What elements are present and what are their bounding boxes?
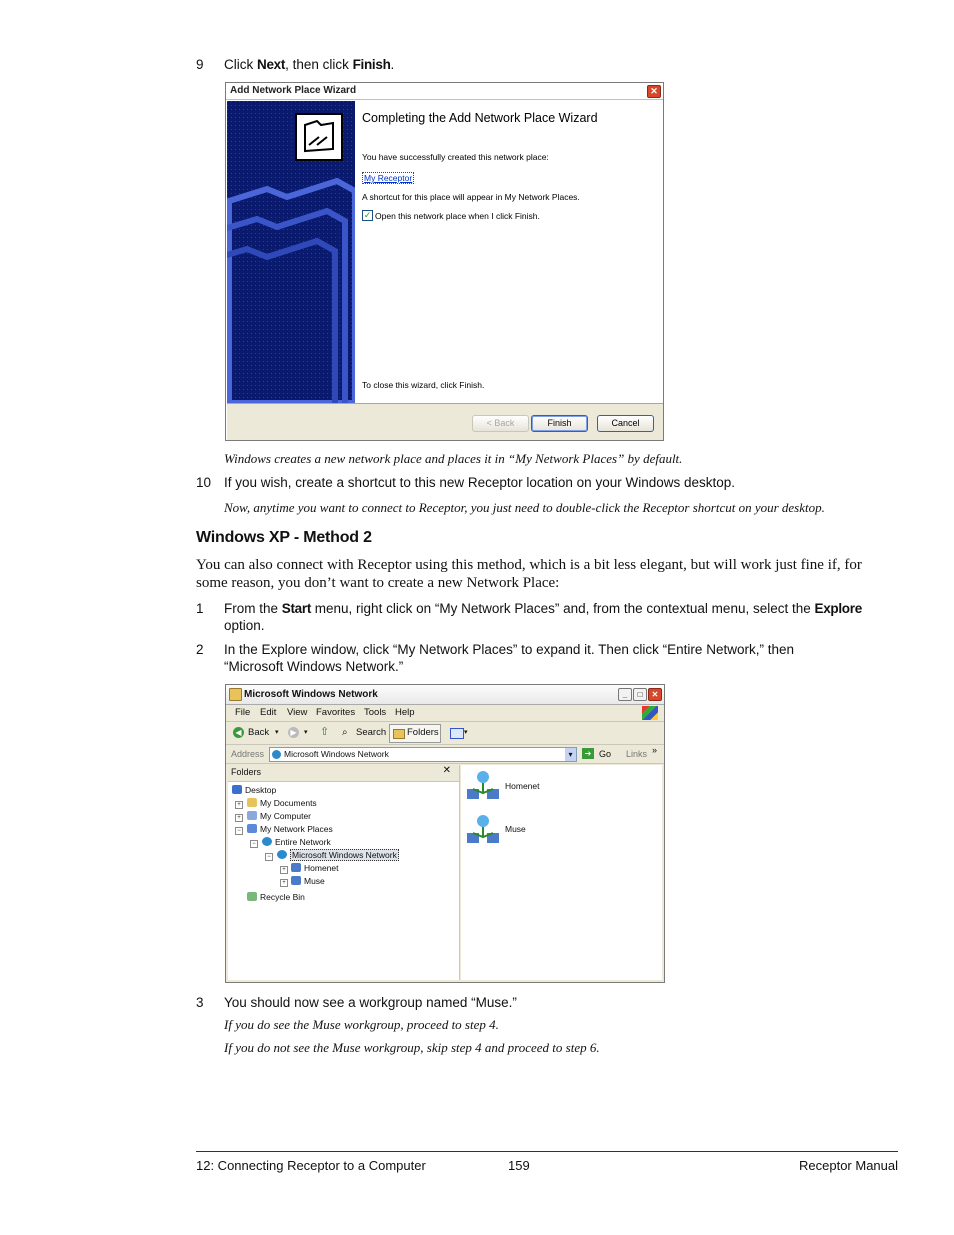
network-folder-icon <box>295 113 343 161</box>
tree-item-microsoft-windows-network[interactable]: Microsoft Windows Network <box>277 850 399 861</box>
tree-item-my-computer[interactable]: My Computer <box>247 811 311 822</box>
explorer-titlebar <box>226 685 664 705</box>
wizard-shortcut-text: A shortcut for this place will appear in My Network Places. <box>362 192 580 202</box>
step-10-note: Now, anytime you want to connect to Receptor, you just need to double-click the Receptor shortcut on your desktop. <box>224 500 825 515</box>
tree-item-homenet[interactable]: Homenet <box>291 863 339 874</box>
footer-page-number: 159 <box>508 1158 530 1173</box>
close-icon[interactable]: ✕ <box>648 688 662 701</box>
wizard-content <box>356 101 663 403</box>
wizard-close-text: To close this wizard, click Finish. <box>362 380 485 390</box>
finish-button[interactable]: Finish <box>531 415 588 432</box>
menu-tools[interactable]: Tools <box>364 707 387 718</box>
maximize-icon[interactable]: □ <box>633 688 647 701</box>
computer-icon <box>247 811 257 820</box>
workgroup-icon <box>465 813 501 849</box>
close-icon[interactable]: ✕ <box>442 765 451 776</box>
up-folder-icon[interactable]: ⇧ <box>320 726 330 738</box>
desktop-icon <box>232 785 242 794</box>
wizard-window <box>225 82 664 441</box>
step-number: 1 <box>196 601 204 616</box>
back-button[interactable]: < Back <box>472 415 529 432</box>
collapse-icon[interactable]: − <box>235 827 243 835</box>
address-label: Address <box>231 749 265 759</box>
step-1 <box>196 600 896 636</box>
tree-item-recycle-bin[interactable]: Recycle Bin <box>247 892 305 903</box>
minimize-icon[interactable]: _ <box>618 688 632 701</box>
chevron-down-icon[interactable]: ▾ <box>275 729 279 736</box>
tree-item-my-network-places[interactable]: My Network Places <box>247 824 333 835</box>
step-3 <box>196 994 896 1012</box>
recycle-bin-icon <box>247 892 257 901</box>
footer-manual-title: Receptor Manual <box>799 1158 898 1173</box>
folder-icon <box>247 798 257 807</box>
workgroup-icon <box>291 876 301 885</box>
tree-item-entire-network[interactable]: Entire Network <box>262 837 331 848</box>
globe-icon <box>262 837 272 846</box>
step-text: , then click <box>285 57 353 72</box>
forward-arrow-icon[interactable]: ▶ <box>288 727 299 738</box>
wizard-footer <box>227 403 663 440</box>
next-keyword: Next <box>257 57 286 72</box>
explore-keyword: Explore <box>814 601 862 616</box>
address-value: Microsoft Windows Network <box>284 749 389 759</box>
wizard-success-text: You have successfully created this network place: <box>362 152 549 162</box>
chevron-down-icon[interactable]: ▾ <box>464 729 468 736</box>
chevron-down-icon[interactable]: ▾ <box>565 748 576 761</box>
workgroup-label: Muse <box>505 824 526 834</box>
expand-icon[interactable]: + <box>235 814 243 822</box>
go-arrow-icon[interactable]: ➔ <box>582 748 594 759</box>
search-button[interactable]: Search <box>356 727 387 738</box>
step-text: . <box>390 57 395 72</box>
explorer-window <box>225 684 665 983</box>
step-3-note-a: If you do see the Muse workgroup, proceed to step 4. <box>224 1017 499 1032</box>
wizard-title: Add Network Place Wizard <box>230 85 357 96</box>
standard-toolbar <box>226 722 664 745</box>
cancel-button[interactable]: Cancel <box>597 415 654 432</box>
step-number: 2 <box>196 642 204 657</box>
intro-paragraph: You can also connect with Receptor using this method, which is a bit less elegant, but will work just fine if, for some reason, you don’t want to create a new Network Place: <box>196 557 862 591</box>
collapse-icon[interactable]: − <box>265 853 273 861</box>
step-text: “Microsoft Windows Network.” <box>224 659 404 674</box>
views-icon[interactable] <box>450 728 464 739</box>
go-button[interactable]: Go <box>599 749 612 759</box>
expand-icon[interactable]: + <box>235 801 243 809</box>
footer-rule <box>196 1151 898 1152</box>
finish-keyword: Finish <box>352 57 391 72</box>
step-number: 10 <box>196 475 212 490</box>
network-places-icon <box>247 824 257 833</box>
step-text: From the <box>224 601 282 616</box>
menu-favorites[interactable]: Favorites <box>316 707 356 718</box>
step-3-note-b: If you do not see the Muse workgroup, skip step 4 and proceed to step 6. <box>224 1040 600 1055</box>
open-place-label: Open this network place when I click Finish. <box>375 211 540 221</box>
menu-help[interactable]: Help <box>395 707 415 718</box>
step-10 <box>196 474 896 492</box>
my-receptor-link[interactable]: My Receptor <box>364 173 413 183</box>
menu-bar <box>226 705 664 722</box>
folders-pane-header <box>228 765 459 782</box>
folders-label: Folders <box>231 767 262 777</box>
expand-icon[interactable]: + <box>280 866 288 874</box>
windows-logo-icon <box>642 706 658 720</box>
back-button[interactable]: Back <box>248 727 270 738</box>
workgroup-muse[interactable] <box>465 813 501 849</box>
tree-item-muse[interactable]: Muse <box>291 876 325 887</box>
collapse-icon[interactable]: − <box>250 840 258 848</box>
workgroup-icon <box>291 863 301 872</box>
folders-pane <box>228 765 460 980</box>
step-text: menu, right click on “My Network Places” and, from the contextual menu, select the <box>311 601 815 616</box>
links-button[interactable]: Links <box>626 749 648 759</box>
menu-edit[interactable]: Edit <box>260 707 277 718</box>
expand-icon[interactable]: + <box>280 879 288 887</box>
folder-icon <box>229 688 242 701</box>
network-globe-icon <box>272 750 281 759</box>
tree-item-desktop[interactable]: Desktop <box>232 785 276 796</box>
wizard-titlebar <box>226 83 663 100</box>
contents-pane <box>461 765 662 980</box>
menu-view[interactable]: View <box>287 707 308 718</box>
workgroup-icon <box>465 769 501 805</box>
address-bar <box>226 745 664 764</box>
step-text: In the Explore window, click “My Network Places” to expand it. Then click “Entire Network,” then <box>224 642 794 657</box>
step-text: option. <box>224 618 265 633</box>
step-9 <box>196 56 896 74</box>
folders-button[interactable]: Folders <box>407 727 439 738</box>
footer-chapter: 12: Connecting Receptor to a Computer <box>196 1158 426 1173</box>
wizard-caption: Windows creates a new network place and places it in “My Network Places” by default. <box>224 451 683 466</box>
start-keyword: Start <box>281 601 312 616</box>
step-number: 3 <box>196 995 204 1010</box>
chevron-right-icon[interactable]: » <box>652 745 658 755</box>
wizard-heading: Completing the Add Network Place Wizard <box>362 111 598 125</box>
globe-icon <box>277 850 287 859</box>
chevron-down-icon[interactable]: ▾ <box>304 729 308 736</box>
folders-icon <box>393 729 405 739</box>
wizard-banner <box>227 101 355 403</box>
open-place-checkbox[interactable]: ✓ <box>363 210 372 220</box>
section-heading: Windows XP - Method 2 <box>196 529 372 546</box>
search-icon[interactable]: ⌕ <box>342 727 348 738</box>
address-input[interactable] <box>269 747 577 762</box>
step-text: If you wish, create a shortcut to this new Receptor location on your Windows desktop. <box>224 475 736 490</box>
step-text: Click <box>224 57 257 72</box>
explorer-title: Microsoft Windows Network <box>244 689 378 700</box>
step-number: 9 <box>196 57 204 72</box>
back-arrow-icon[interactable]: ◀ <box>233 727 244 738</box>
tree-item-my-documents[interactable]: My Documents <box>247 798 317 809</box>
menu-file[interactable]: File <box>235 707 251 718</box>
step-2 <box>196 641 896 677</box>
close-icon[interactable]: ✕ <box>647 85 661 98</box>
workgroup-label: Homenet <box>505 781 540 791</box>
workgroup-homenet[interactable] <box>465 769 501 805</box>
step-text: You should now see a workgroup named “Muse.” <box>224 995 517 1010</box>
